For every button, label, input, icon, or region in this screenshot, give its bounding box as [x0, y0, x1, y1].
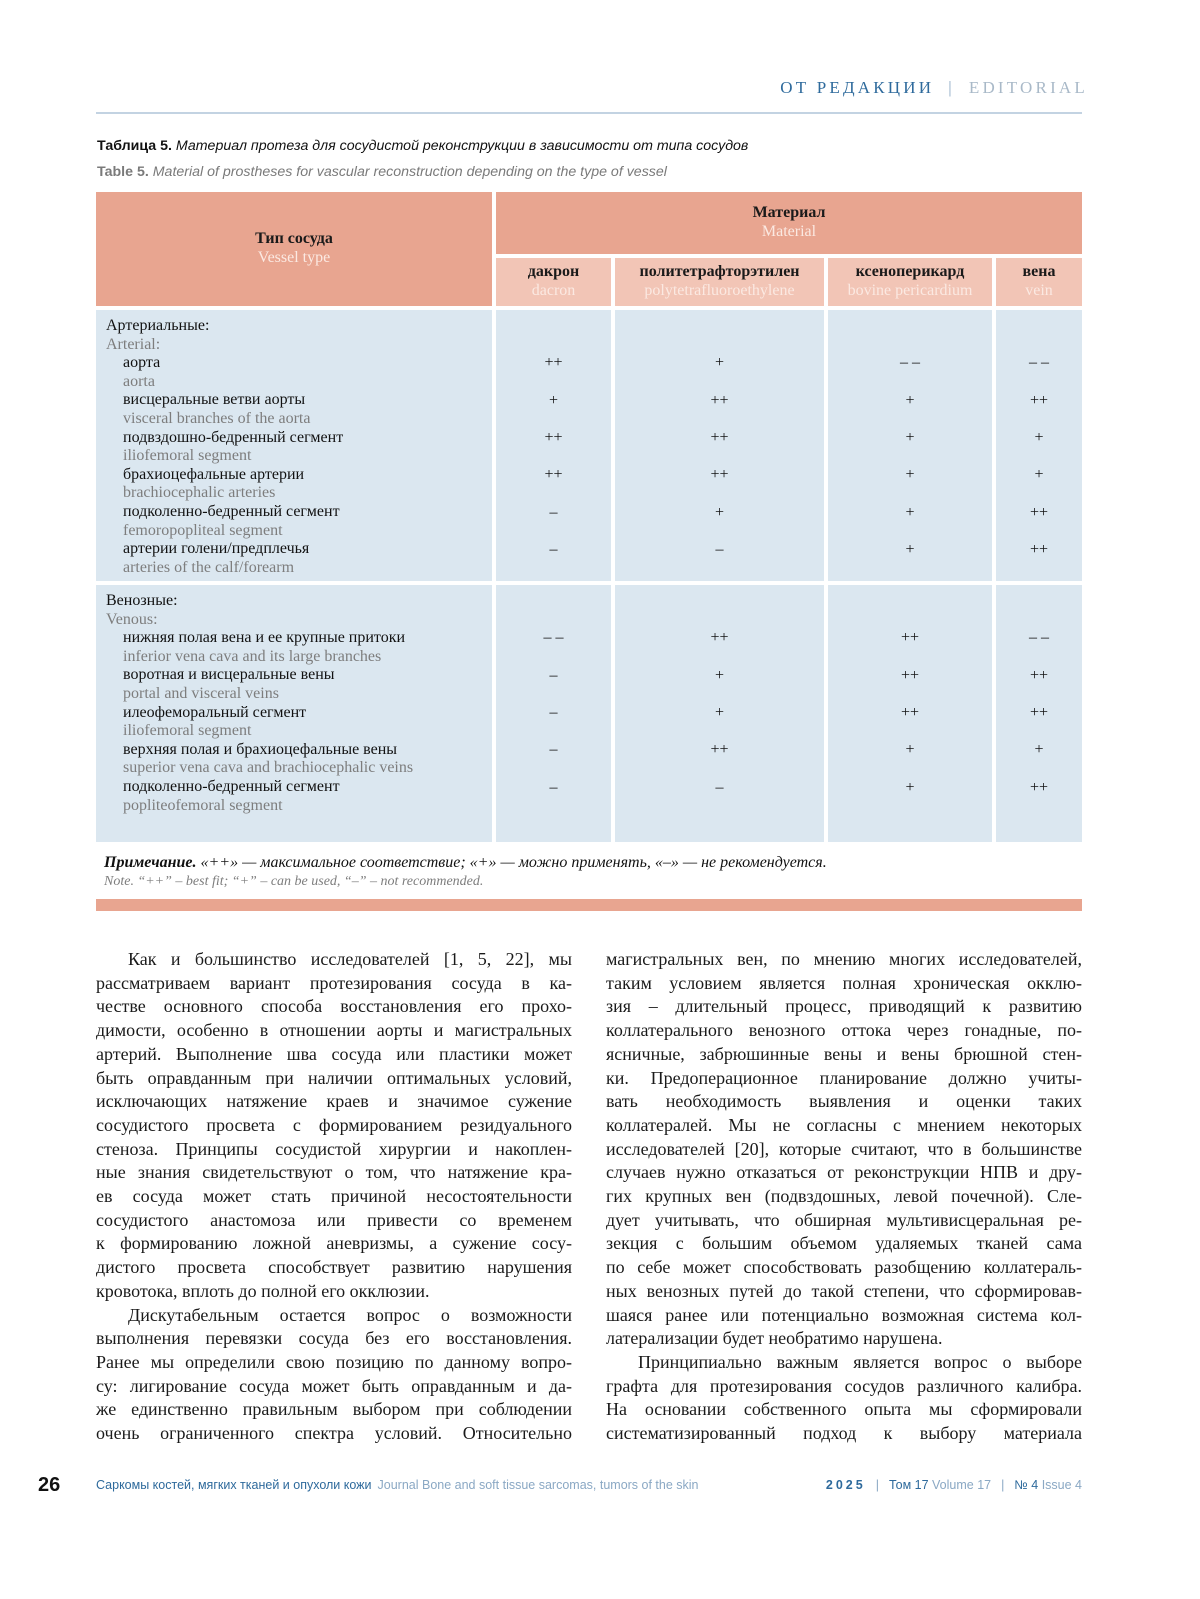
text-line: случаев нужно отказаться от реконструкции НПВ и дру-: [606, 1162, 1082, 1183]
text-line: быть оправданным при наличии оптимальных условий,: [96, 1067, 572, 1088]
text-line: систематизированный подход к выбору материала: [606, 1423, 1082, 1444]
value-cell: ++: [900, 629, 920, 647]
text-line: коллатералей. Мы не согласны с мнением некоторых: [606, 1114, 1082, 1135]
volume-ru: Том 17: [888, 1478, 929, 1492]
text-line: ки. Предоперационное планирование должно учиты-: [606, 1067, 1082, 1088]
vessel-name-ru: воротная и висцеральные вены: [123, 666, 335, 684]
value-cell: ++: [1029, 541, 1049, 559]
vessel-name-ru: подколенно-бедренный сегмент: [123, 777, 340, 795]
body-paragraph: [606, 1351, 1082, 1446]
section-title-ru: ОТ РЕДАКЦИИ: [780, 78, 935, 97]
vessel-name-en: inferior vena cava and its large branches: [123, 647, 382, 665]
material-header-ru: Материал: [752, 204, 826, 222]
vessel-name-ru: висцеральные ветви аорты: [123, 391, 306, 409]
body-paragraph: [96, 948, 572, 1304]
text-line: су: лигирование сосуда может быть оправданным и да-: [96, 1375, 572, 1396]
text-line: дистого просвета способствует развитию нарушения: [96, 1257, 572, 1278]
value-cell: ++: [1029, 391, 1049, 409]
text-line: Ранее мы определили свою позицию по данному вопро-: [96, 1351, 572, 1372]
value-cell: ++: [710, 428, 729, 446]
values-ptfe-venous: [611, 585, 824, 842]
caption-label-ru: Таблица 5.: [97, 138, 172, 154]
table-caption-en: [97, 164, 667, 180]
table-group-arterial: [96, 310, 1082, 581]
group-title-en: Arterial:: [106, 335, 161, 353]
journal-title: [96, 1478, 699, 1492]
value-cell: ++: [1029, 666, 1049, 684]
body-column-right: [606, 948, 1082, 1446]
text-line: магистральных вен, по мнению многих исследователей,: [606, 949, 1082, 969]
journal-title-ru: Саркомы костей, мягких тканей и опухоли кожи: [96, 1478, 372, 1492]
material-name-en: polytetrafluoroethylene: [644, 282, 795, 299]
value-cell: ++: [710, 466, 729, 484]
material-header-en: Material: [761, 223, 817, 240]
value-cell: +: [714, 503, 725, 521]
value-cell: –: [715, 541, 724, 559]
value-cell: ++: [1029, 503, 1049, 521]
issue-year: 2025: [825, 1478, 866, 1492]
value-cell: –: [549, 541, 558, 559]
table-caption-ru: [97, 138, 748, 154]
value-cell: +: [714, 666, 725, 684]
text-line: по себе может способствовать разобщению коллатераль-: [606, 1257, 1082, 1278]
text-line: выполнения перевязки сосуда без его восстановления.: [96, 1328, 572, 1349]
value-cell: ++: [1029, 703, 1049, 721]
material-name-en: bovine pericardium: [847, 282, 973, 299]
text-line: стеноза. Принципы сосудистой хирургии и накоплен-: [96, 1138, 572, 1159]
values-dacron-venous: [492, 585, 611, 842]
text-line: Как и большинство исследователей [1, 5, 22], мы: [128, 949, 572, 969]
caption-text-ru: Материал протеза для сосудистой реконструкции в зависимости от типа сосудов: [175, 138, 749, 154]
material-name-ru: ксеноперикард: [855, 263, 965, 281]
value-cell: +: [905, 778, 915, 796]
issue-info: [826, 1478, 1082, 1492]
vessel-name-ru: подколенно-бедренный сегмент: [123, 502, 340, 520]
value-cell: –: [715, 778, 724, 796]
note-label-en: Note.: [104, 874, 134, 889]
body-column-left: [96, 948, 572, 1446]
material-name-en: dacron: [531, 282, 576, 299]
text-line: к формированию ложной аневризмы, а сужение сосу-: [96, 1233, 572, 1254]
value-cell: – –: [1029, 354, 1049, 372]
vessel-name-ru: аорта: [123, 354, 161, 372]
text-line: исследователей [20], которые считают, что в большинстве: [606, 1138, 1082, 1159]
values-pericardium-venous: [824, 585, 992, 842]
material-col-vein: [992, 254, 1082, 306]
value-cell: +: [905, 741, 915, 759]
group-title-en: Venous:: [106, 610, 158, 628]
vessel-name-ru: верхняя полая и брахиоцефальные вены: [123, 740, 398, 758]
note-label-ru: Примечание.: [104, 854, 197, 871]
text-line: ясничные, забрюшинные вены и вены брюшной стен-: [606, 1043, 1082, 1064]
table-note-en: [104, 874, 483, 890]
text-line: зекция с большим объемом удаляемых тканей сама: [606, 1233, 1082, 1254]
vessel-type-header-en: Vessel type: [257, 249, 331, 266]
text-line: артерий. Выполнение шва сосуда или пластики может: [96, 1043, 572, 1064]
text-line: ев сосуда может стать причиной несостоятельности: [96, 1186, 572, 1207]
vessel-name-en: brachiocephalic arteries: [123, 484, 276, 502]
section-title-en: EDITORIAL: [968, 78, 1088, 97]
table-group-venous: [96, 585, 1082, 842]
materials-table: [96, 192, 1082, 842]
values-ptfe-arterial: [611, 310, 824, 581]
value-cell: –: [549, 778, 558, 796]
value-cell: +: [1034, 466, 1044, 484]
section-separator: |: [948, 78, 955, 97]
vessel-name-ru: илеофеморальный сегмент: [123, 703, 307, 721]
vessel-type-header-ru: Тип сосуда: [255, 230, 333, 248]
text-line: дует учитывать, что обширная мультивисцеральная ре-: [606, 1209, 1082, 1230]
text-line: Дискутабельным остается вопрос о возможности: [128, 1304, 572, 1325]
material-header: [492, 192, 1082, 254]
vessel-name-en: portal and visceral veins: [123, 684, 279, 702]
page-number: 26: [38, 1474, 61, 1496]
value-cell: +: [905, 428, 915, 446]
text-line: очень ограниченного спектра условий. Относительно: [96, 1423, 572, 1444]
group-title-ru: Артериальные:: [106, 317, 210, 334]
value-cell: ++: [544, 354, 563, 372]
material-name-ru: вена: [1022, 263, 1056, 281]
page-footer: [0, 1474, 1200, 1498]
text-line: гих крупных вен (подвздошных, левой почечной). Сле-: [606, 1186, 1082, 1207]
table-bottom-bar: [96, 899, 1082, 911]
text-line: димости, особенно в отношении аорты и магистральных: [96, 1020, 572, 1041]
vessel-type-header: [96, 192, 492, 306]
caption-text-en: Material of prostheses for vascular reconstruction depending on the type of vessel: [152, 164, 667, 180]
vessel-name-en: popliteofemoral segment: [123, 796, 283, 814]
table-note-ru: [104, 854, 827, 872]
text-line: латерализации будет необратимо нарушена.: [606, 1328, 943, 1349]
text-line: Принципиально важным является вопрос о выборе: [638, 1351, 1082, 1372]
material-name-ru: политетрафторэтилен: [639, 263, 800, 281]
value-cell: +: [905, 503, 915, 521]
values-pericardium-arterial: [824, 310, 992, 581]
issue-en: Issue 4: [1041, 1478, 1082, 1492]
issue-ru: № 4: [1014, 1478, 1039, 1492]
value-cell: ++: [544, 428, 563, 446]
value-cell: +: [905, 391, 915, 409]
value-cell: +: [905, 466, 915, 484]
material-name-en: vein: [1025, 282, 1053, 299]
value-cell: –: [549, 503, 558, 521]
body-paragraph: [96, 1304, 572, 1446]
text-line: ных венозных путей до такой степени, что сформировав-: [606, 1280, 1082, 1301]
text-line: рассматриваем вариант протезирования сосуда в ка-: [96, 972, 572, 993]
value-cell: –: [549, 741, 558, 759]
value-cell: –: [549, 703, 558, 721]
text-line: ные знания свидетельствуют о том, что натяжение кра-: [96, 1162, 572, 1183]
value-cell: +: [714, 354, 725, 372]
running-head: [780, 78, 1088, 98]
vessel-list-arterial: [96, 310, 492, 581]
issue-sep: |: [1001, 1478, 1005, 1492]
value-cell: +: [714, 703, 725, 721]
text-line: вать необходимость выявления и оценки таких: [606, 1091, 1082, 1112]
journal-title-en: Journal Bone and soft tissue sarcomas, tumors of the skin: [377, 1478, 699, 1492]
vessel-name-en: aorta: [123, 372, 155, 390]
text-line: исключающих натяжение краев и значимое сужение: [96, 1091, 572, 1112]
vessel-name-ru: подвздошно-бедренный сегмент: [123, 428, 344, 446]
text-line: кровотока, вплоть до полной его окклюзии.: [96, 1280, 430, 1301]
vessel-name-en: iliofemoral segment: [123, 447, 252, 465]
text-line: графта для протезирования сосудов различного калибра.: [606, 1375, 1082, 1396]
values-dacron-arterial: [492, 310, 611, 581]
value-cell: –: [549, 666, 558, 684]
vessel-name-ru: брахиоцефальные артерии: [123, 465, 305, 483]
value-cell: +: [1034, 428, 1044, 446]
text-line: честве основного способа восстановления его прохо-: [96, 996, 572, 1017]
material-name-ru: дакрон: [527, 263, 580, 281]
value-cell: ++: [900, 703, 920, 721]
caption-label-en: Table 5.: [97, 164, 149, 180]
value-cell: – –: [900, 354, 920, 372]
vessel-list-venous: [96, 585, 492, 842]
value-cell: ++: [710, 391, 729, 409]
value-cell: ++: [544, 466, 563, 484]
value-cell: +: [548, 391, 559, 409]
text-line: сосудистого просвета с формированием резидуального: [96, 1114, 572, 1135]
vessel-name-ru: артерии голени/предплечья: [123, 540, 310, 558]
vessel-name-en: arteries of the calf/forearm: [123, 558, 295, 576]
note-text-en: “++” – best fit; “+” – can be used, “–” – not recommended.: [137, 874, 484, 889]
note-text-ru: «++» — максимальное соответствие; «+» — можно применять, «–» — не рекомендуется.: [200, 854, 827, 871]
text-line: сосудистого анастомоза или привести со временем: [96, 1209, 572, 1230]
value-cell: +: [1034, 741, 1044, 759]
value-cell: ++: [710, 741, 729, 759]
value-cell: ++: [900, 666, 920, 684]
issue-sep: |: [875, 1478, 879, 1492]
vessel-name-en: iliofemoral segment: [123, 722, 252, 740]
vessel-name-en: femoropopliteal segment: [123, 521, 283, 539]
header-rule: [96, 112, 1082, 114]
text-line: На основании собственного опыта мы сформировали: [606, 1399, 1082, 1420]
material-col-pericardium: [824, 254, 992, 306]
text-line: зия – длительный процесс, приводящий к развитию: [606, 996, 1082, 1017]
text-line: же единственно правильным выбором при соблюдении: [96, 1399, 572, 1420]
value-cell: ++: [710, 629, 729, 647]
vessel-name-ru: нижняя полая вена и ее крупные притоки: [123, 629, 406, 647]
group-title-ru: Венозные:: [106, 592, 178, 609]
volume-en: Volume 17: [932, 1478, 992, 1492]
vessel-name-en: superior vena cava and brachiocephalic veins: [123, 759, 414, 777]
body-paragraph: [606, 948, 1082, 1351]
text-line: шаяся ранее или потенциально возможная система кол-: [606, 1304, 1082, 1325]
text-line: таким условием является полная хроническая окклю-: [606, 972, 1082, 993]
material-col-dacron: [492, 254, 611, 306]
value-cell: ++: [1029, 778, 1049, 796]
values-vein-venous: [992, 585, 1082, 842]
value-cell: – –: [543, 629, 564, 647]
values-vein-arterial: [992, 310, 1082, 581]
material-col-ptfe: [611, 254, 824, 306]
text-line: коллатерального венозного оттока через гонадные, по-: [606, 1020, 1082, 1041]
value-cell: – –: [1029, 629, 1049, 647]
vessel-name-en: visceral branches of the aorta: [123, 409, 311, 427]
value-cell: +: [905, 541, 915, 559]
